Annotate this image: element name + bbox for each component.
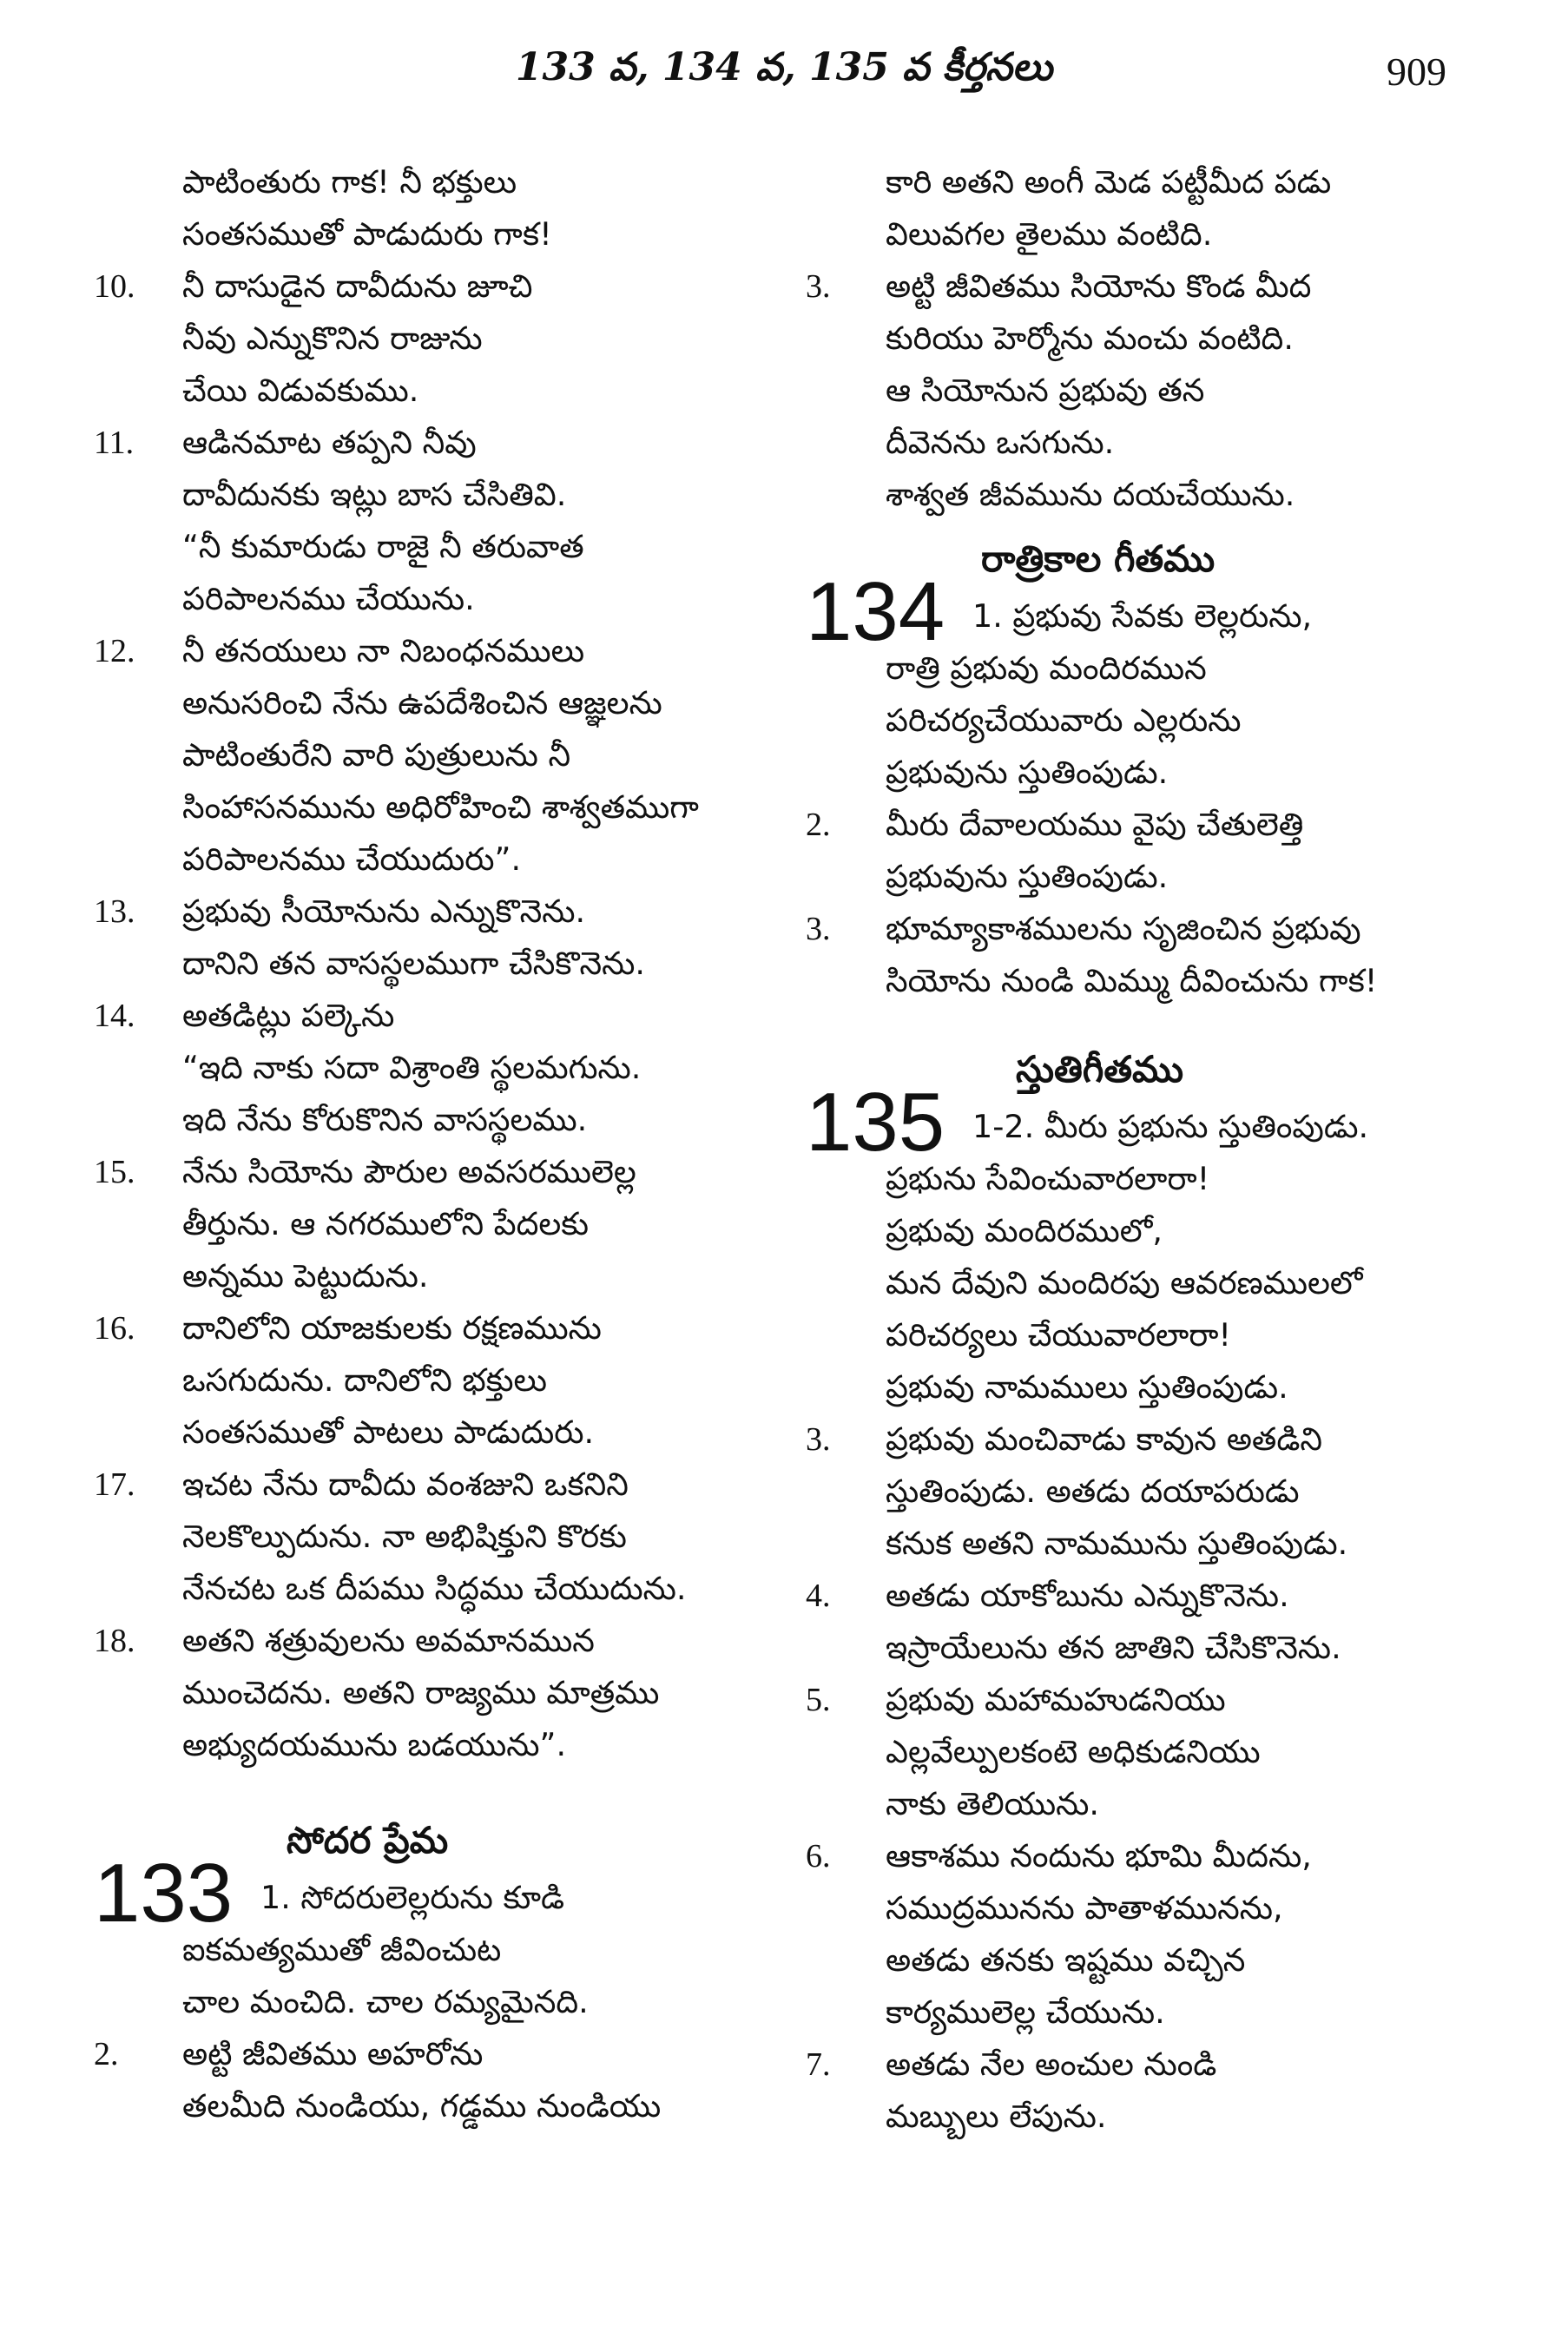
verse-line: ప్రభును సేవించువారలారా! bbox=[886, 1160, 1210, 1197]
continued-verse bbox=[799, 156, 1493, 260]
verse-line: స్తుతింపుడు. అతడు దయాపరుడు bbox=[886, 1472, 1300, 1510]
verse-line: సియోను నుండి మిమ్ము దీవించును గాక! bbox=[886, 962, 1378, 999]
psalm-134-verse-3 bbox=[799, 903, 1493, 1007]
verse-number: 3. bbox=[806, 1421, 831, 1458]
verse-line: దానిని తన వాసస్థలముగా చేసికొనెను. bbox=[182, 945, 646, 982]
verse-number: 13. bbox=[94, 893, 135, 930]
verse-line: అతడు యాకోబును ఎన్నుకొనెను. bbox=[886, 1577, 1289, 1614]
verse-number: 11. bbox=[94, 425, 135, 461]
verse-line: ఇస్రాయేలును తన జాతిని చేసికొనెను. bbox=[886, 1629, 1341, 1666]
psalm-135-verse-7 bbox=[799, 2039, 1493, 2143]
verse-line: తీర్తును. ఆ నగరములోని పేదలకు bbox=[182, 1205, 589, 1242]
psalm-134-heading: రాత్రికాల గీతము bbox=[981, 537, 1216, 580]
verse-line: అతడు తనకు ఇష్టము వచ్చిన bbox=[886, 1941, 1246, 1979]
verse-line: 1. ప్రభువు సేవకు లెల్లరును, bbox=[972, 597, 1313, 635]
verse-line: ఆడినమాట తప్పని నీవు bbox=[182, 424, 477, 461]
psalm-133-verse-2 bbox=[87, 2028, 764, 2132]
verse-line: ఇది నేను కోరుకొనిన వాసస్థలము. bbox=[182, 1101, 588, 1138]
page-number: 909 bbox=[1387, 49, 1446, 94]
verse-line: నీవు ఎన్నుకొనిన రాజును bbox=[182, 320, 483, 357]
verse-line: విలువగల తైలము వంటిది. bbox=[886, 215, 1213, 253]
verse-number: 10. bbox=[94, 268, 135, 305]
verse-line: చాల మంచిది. చాల రమ్యమైనది. bbox=[182, 1983, 589, 2020]
psalm-134-verse-2 bbox=[799, 799, 1493, 903]
verse-line: ఐకమత్యముతో జీవించుట bbox=[182, 1931, 502, 1968]
verse-line: నీ దాసుడైన దావీదును జూచి bbox=[182, 267, 533, 305]
verse-10 bbox=[87, 260, 764, 417]
verse-line: 1. సోదరులెల్లరును కూడి bbox=[260, 1879, 564, 1916]
verse-line: నేను సియోను పౌరుల అవసరములెల్ల bbox=[182, 1153, 636, 1190]
page-header bbox=[0, 45, 1568, 115]
verse-line: అభ్యుదయమును బడయును”. bbox=[182, 1726, 567, 1763]
verse-number: 17. bbox=[94, 1466, 135, 1503]
verse-line: ప్రభువును స్తుతింపుడు. bbox=[886, 754, 1169, 791]
verse-number: 14. bbox=[94, 998, 135, 1034]
psalm-133 bbox=[87, 1847, 764, 2028]
verse-line: 1-2. మీరు ప్రభును స్తుతింపుడు. bbox=[972, 1108, 1369, 1145]
verse-line: “నీ కుమారుడు రాజై నీ తరువాత bbox=[182, 528, 584, 565]
verse-line: పాటింతురు గాక! నీ భక్తులు bbox=[182, 163, 517, 201]
verse-line: పాటింతురేని వారి పుత్రులును నీ bbox=[182, 736, 571, 774]
verse-number: 18. bbox=[94, 1623, 135, 1659]
verse-number: 3. bbox=[806, 911, 831, 947]
psalm-number: 134 bbox=[806, 565, 945, 658]
psalm-133-verse-3 bbox=[799, 260, 1493, 521]
verse-number: 15. bbox=[94, 1154, 135, 1190]
verse-line: కనుక అతని నామమును స్తుతింపుడు. bbox=[886, 1525, 1348, 1562]
verse-line: అట్టి జీవితము అహరోను bbox=[182, 2035, 484, 2072]
verse-line: కారి అతని అంగీ మెడ పట్టీమీద పడు bbox=[886, 163, 1332, 201]
psalm-134 bbox=[799, 565, 1493, 799]
verse-line: మీరు దేవాలయము వైపు చేతులెత్తి bbox=[886, 806, 1304, 843]
verse-line: ప్రభువు నామములు స్తుతింపుడు. bbox=[886, 1368, 1288, 1406]
psalm-135-heading: స్తుతిగీతము bbox=[1016, 1048, 1183, 1090]
verse-line: “ఇది నాకు సదా విశ్రాంతి స్థలమగును. bbox=[182, 1049, 642, 1086]
verse-line: కార్యములెల్ల చేయును. bbox=[886, 1993, 1165, 2031]
verse-line: పరిచర్యలు చేయువారలారా! bbox=[886, 1316, 1232, 1354]
psalm-135 bbox=[799, 1076, 1493, 1413]
verse-line: కురియు హెర్మోను మంచు వంటిది. bbox=[886, 320, 1294, 357]
verse-line: ప్రభువును స్తుతింపుడు. bbox=[886, 858, 1169, 895]
verse-number: 16. bbox=[94, 1310, 135, 1347]
verse-line: పరిచర్యచేయువారు ఎల్లరును bbox=[886, 702, 1242, 739]
verse-line: నేనచట ఒక దీపము సిద్ధము చేయుదును. bbox=[182, 1570, 687, 1607]
verse-line: నీ తనయులు నా నిబంధనములు bbox=[182, 632, 585, 669]
verse-13 bbox=[87, 886, 764, 990]
verse-line: అతడిట్లు పల్కెను bbox=[182, 997, 395, 1034]
verse-line: ఆకాశము నందును భూమి మీదను, bbox=[886, 1837, 1312, 1874]
verse-line: సముద్రమునను పాతాళమునను, bbox=[886, 1889, 1283, 1927]
verse-line: ప్రభువు మంచివాడు కావున అతడిని bbox=[886, 1420, 1322, 1458]
verse-line: సంతసముతో పాడుదురు గాక! bbox=[182, 215, 552, 253]
verse-number: 7. bbox=[806, 2046, 831, 2083]
verse-11 bbox=[87, 417, 764, 625]
psalm-number: 135 bbox=[806, 1076, 945, 1169]
verse-16 bbox=[87, 1302, 764, 1459]
verse-line: పరిపాలనము చేయుదురు”. bbox=[182, 840, 522, 878]
verse-15 bbox=[87, 1146, 764, 1302]
verse-line: అనుసరించి నేను ఉపదేశించిన ఆజ్ఞలను bbox=[182, 684, 662, 721]
verse-line: తలమీది నుండియు, గడ్డము నుండియు bbox=[182, 2087, 662, 2125]
verse-number: 2. bbox=[94, 2036, 119, 2072]
verse-line: ప్రభువు సీయోనును ఎన్నుకొనెను. bbox=[182, 893, 586, 930]
right-column bbox=[799, 156, 1493, 2143]
verse-line: అతడు నేల అంచుల నుండి bbox=[886, 2046, 1217, 2083]
verse-line: అట్టి జీవితము సియోను కొండ మీద bbox=[886, 267, 1312, 305]
verse-line: ముంచెదను. అతని రాజ్యము మాత్రము bbox=[182, 1674, 660, 1711]
verse-line: అన్నము పెట్టుదును. bbox=[182, 1257, 429, 1295]
verse-line: నెలకొల్పుదును. నా అభిషిక్తుని కొరకు bbox=[182, 1518, 627, 1555]
verse-number: 3. bbox=[806, 268, 831, 305]
left-column bbox=[87, 156, 764, 2132]
verse-number: 2. bbox=[806, 807, 831, 843]
verse-line: అతని శత్రువులను అవమానమున bbox=[182, 1622, 595, 1659]
verse-12 bbox=[87, 625, 764, 886]
psalm-135-verse-6 bbox=[799, 1830, 1493, 2039]
verse-line: దానిలోని యాజకులకు రక్షణమును bbox=[182, 1309, 602, 1347]
verse-line: మబ్బులు లేపును. bbox=[886, 2098, 1107, 2135]
verse-line: ప్రభువు మందిరములో, bbox=[886, 1212, 1163, 1249]
verse-line: సింహాసనమును అధిరోహించి శాశ్వతముగా bbox=[182, 788, 699, 826]
verse-line: పరిపాలనము చేయును. bbox=[182, 580, 475, 617]
verse-line: చేయి విడువకుము. bbox=[182, 372, 419, 409]
verse-number: 4. bbox=[806, 1578, 831, 1614]
psalm-135-verse-3 bbox=[799, 1413, 1493, 1570]
verse-line: ఇచట నేను దావీదు వంశజుని ఒకనిని bbox=[182, 1466, 629, 1503]
verse-line: శాశ్వత జీవమును దయచేయును. bbox=[886, 476, 1295, 513]
verse-line: ప్రభువు మహామహుడనియు bbox=[886, 1681, 1226, 1718]
verse-line: ఒసగుదును. దానిలోని భక్తులు bbox=[182, 1361, 547, 1399]
verse-line: దావీదునకు ఇట్లు బాస చేసితివి. bbox=[182, 476, 567, 513]
running-title: 133 వ, 134 వ, 135 వ కీర్తనలు bbox=[515, 45, 1053, 89]
verse-line: రాత్రి ప్రభువు మందిరమున bbox=[886, 649, 1207, 687]
verse-17 bbox=[87, 1459, 764, 1615]
psalm-number: 133 bbox=[94, 1847, 234, 1940]
verse-line: మన దేవుని మందిరపు ఆవరణములలో bbox=[886, 1264, 1363, 1301]
verse-line: దీవెనను ఒసగును. bbox=[886, 424, 1115, 461]
verse-18 bbox=[87, 1615, 764, 1771]
verse-line: భూమ్యాకాశములను సృజించిన ప్రభువు bbox=[886, 910, 1361, 947]
verse-line: ఎల్లవేల్పులకంటె అధికుడనియు bbox=[886, 1733, 1261, 1770]
verse-14 bbox=[87, 990, 764, 1146]
psalm-133-heading: సోదర ప్రేమ bbox=[287, 1819, 449, 1861]
psalm-135-verse-4 bbox=[799, 1570, 1493, 1674]
verse-number: 6. bbox=[806, 1838, 831, 1874]
verse-line: ఆ సియోనున ప్రభువు తన bbox=[886, 372, 1205, 409]
verse-number: 5. bbox=[806, 1682, 831, 1718]
psalm-135-verse-5 bbox=[799, 1674, 1493, 1830]
verse-line: సంతసముతో పాటలు పాడుదురు. bbox=[182, 1413, 595, 1451]
verse-line: నాకు తెలియును. bbox=[886, 1785, 1100, 1822]
verse-number: 12. bbox=[94, 633, 135, 669]
continued-verse bbox=[87, 156, 764, 260]
